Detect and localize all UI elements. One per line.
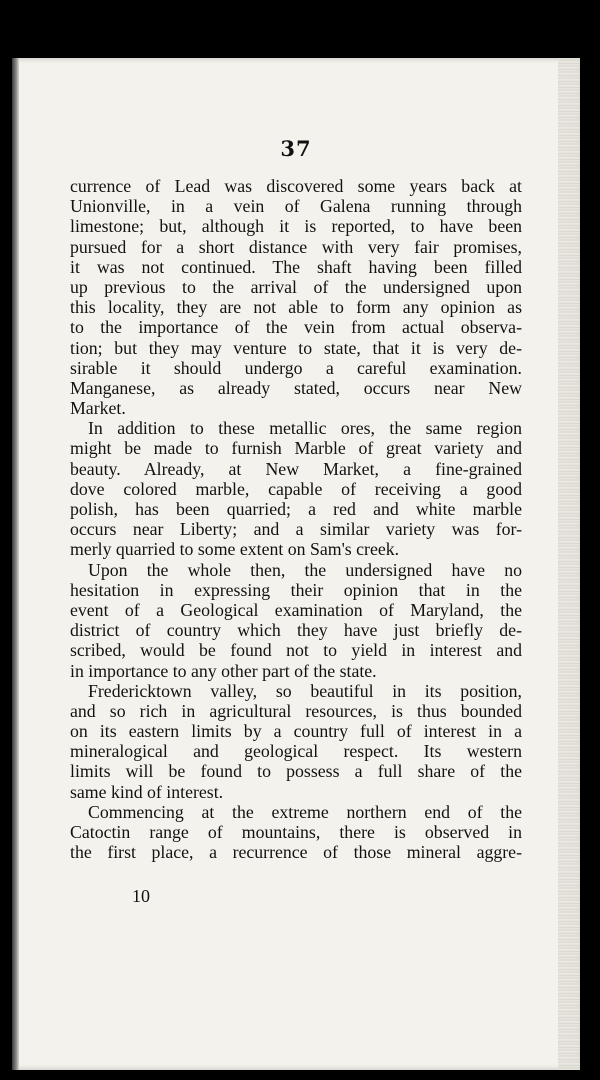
text-line: limestone; but, although it is reported, to have been xyxy=(70,216,522,237)
page-gutter-shadow xyxy=(12,58,19,1070)
paragraph-start-line: Fredericktown valley, so beautiful in its position, xyxy=(88,680,522,701)
text-line: merly quarried to some extent on Sam's creek. xyxy=(70,539,400,560)
text-line: this locality, they are not able to form any opinion as xyxy=(70,297,522,318)
text-line: event of a Geological examination of Maryland, the xyxy=(70,599,522,620)
book-page xyxy=(12,58,580,1070)
text-line: Catoctin range of mountains, there is observed in xyxy=(70,822,522,842)
text-line: beauty. Already, at New Market, a fine-grained xyxy=(70,458,522,479)
paragraph-start-line: In addition to these metallic ores, the same region xyxy=(88,418,522,439)
text-line: to the importance of the vein from actual observa- xyxy=(70,317,522,338)
text-line: polish, has been quarried; a red and white marble xyxy=(70,499,522,519)
text-line: Market. xyxy=(70,398,126,419)
text-line: up previous to the arrival of the undersigned upon xyxy=(70,276,522,297)
paragraph-start-line: Upon the whole then, the undersigned have no xyxy=(88,559,522,580)
text-line: currence of Lead was discovered some years back at xyxy=(70,176,522,196)
text-line: tion; but they may venture to state, that it is very de- xyxy=(70,337,522,358)
text-line: sirable it should undergo a careful examination. xyxy=(70,357,522,378)
page-edge-texture xyxy=(558,58,580,1070)
text-line: dove colored marble, capable of receiving a good xyxy=(70,478,522,499)
text-line: hesitation in expressing their opinion that in the xyxy=(70,579,522,600)
text-line: Manganese, as already stated, occurs near New xyxy=(70,377,522,398)
text-line: on its eastern limits by a country full of interest in a xyxy=(70,721,522,742)
text-line: district of country which they have just briefly de- xyxy=(70,620,522,641)
text-line: in importance to any other part of the state. xyxy=(70,660,377,681)
paragraph-start-line: Commencing at the extreme northern end of the xyxy=(88,801,522,822)
text-line: limits will be found to possess a full share of the xyxy=(70,761,522,782)
body-text xyxy=(70,176,522,862)
text-line: it was not continued. The shaft having been filled xyxy=(70,256,522,277)
text-line: and so rich in agricultural resources, is thus bounded xyxy=(70,700,522,721)
text-line: the first place, a recurrence of those mineral aggre- xyxy=(70,842,522,863)
text-line: Unionville, in a vein of Galena running through xyxy=(70,196,522,217)
text-line: scribed, would be found not to yield in interest and xyxy=(70,640,522,661)
text-line: mineralogical and geological respect. Its western xyxy=(70,741,522,762)
text-line: occurs near Liberty; and a similar variety was for- xyxy=(70,519,522,540)
text-line: might be made to furnish Marble of great variety and xyxy=(70,438,522,459)
text-line: same kind of interest. xyxy=(70,781,224,802)
signature-mark: 10 xyxy=(132,886,150,906)
page-number: 37 xyxy=(280,136,312,161)
text-line: pursued for a short distance with very fair promises, xyxy=(70,236,522,257)
